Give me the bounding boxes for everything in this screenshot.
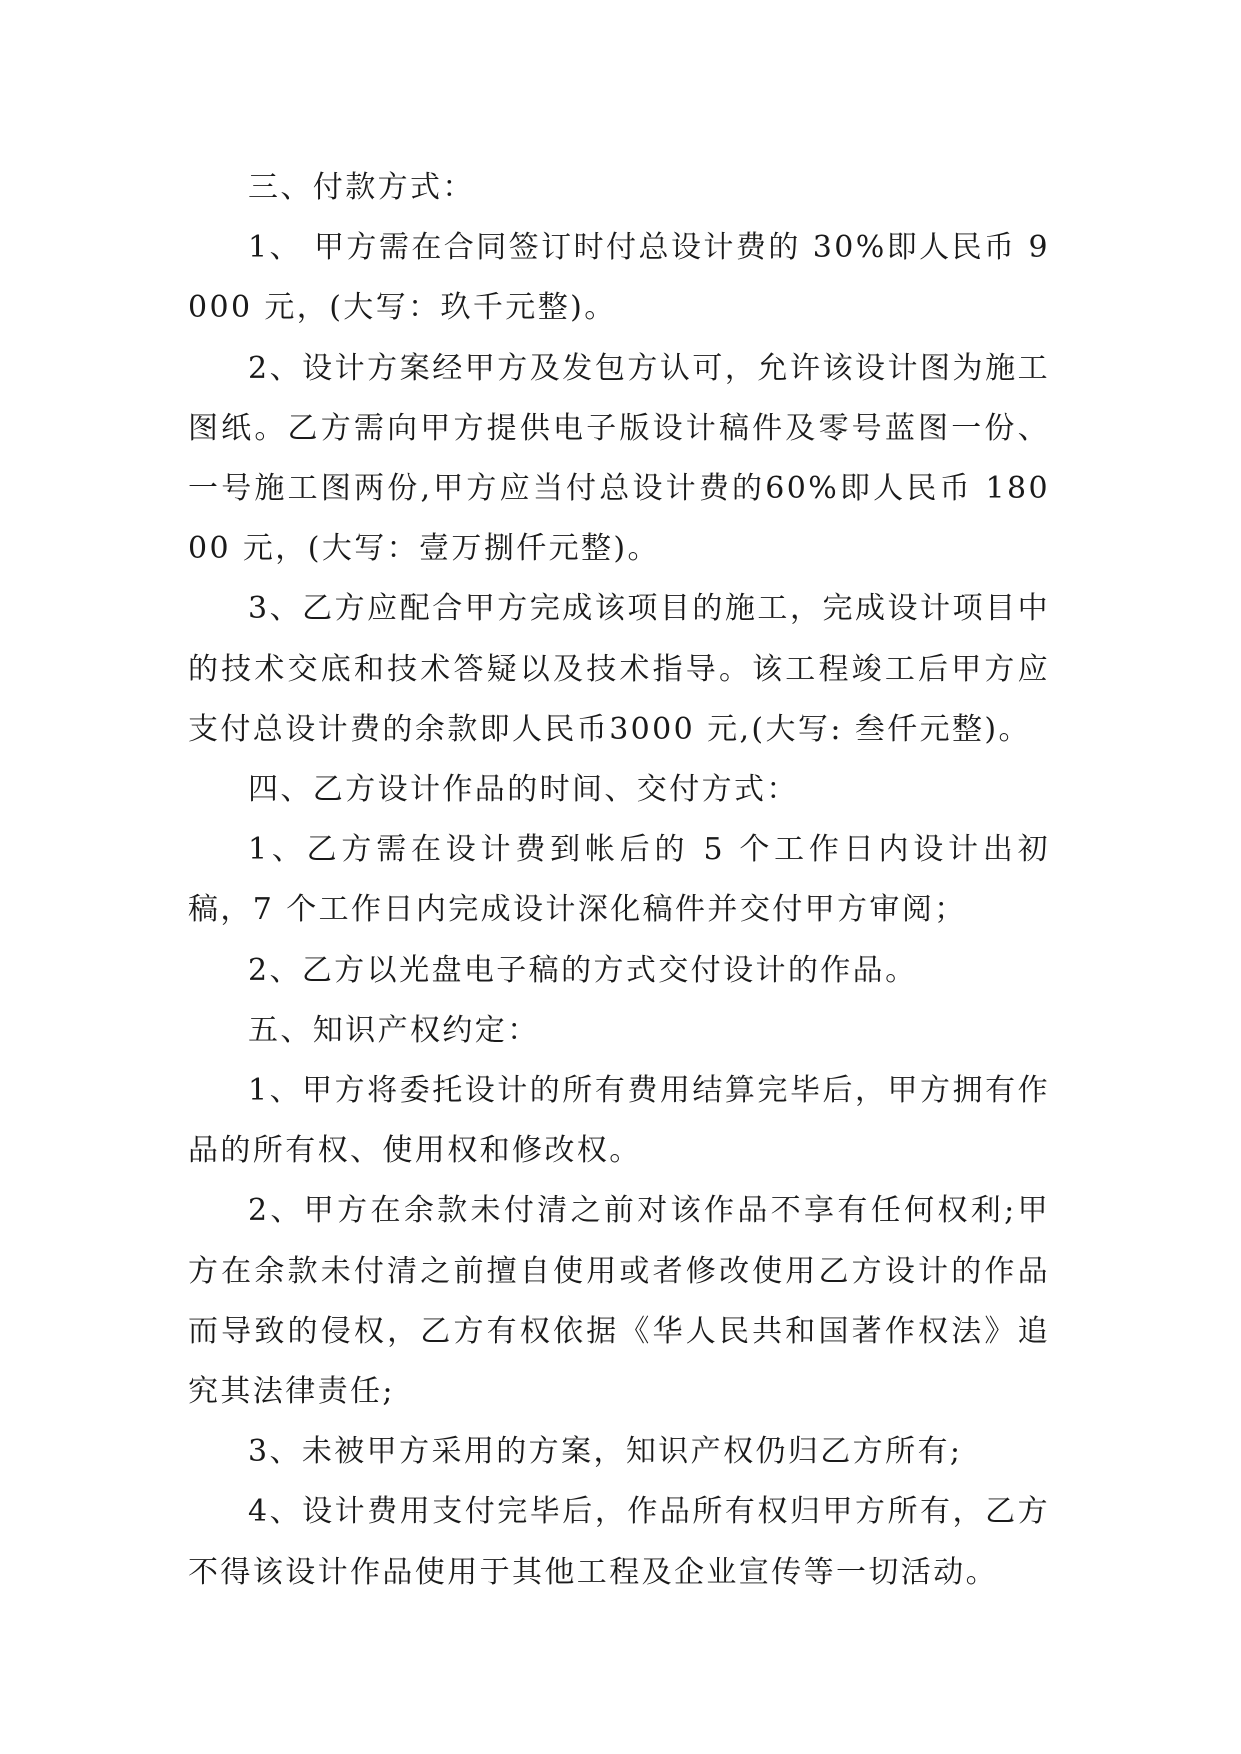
section-heading-delivery: 四、乙方设计作品的时间、交付方式： <box>248 772 799 808</box>
ip-clause-3: 3、未被甲方采用的方案，知识产权仍归乙方所有; <box>248 1434 963 1470</box>
delivery-clause-1: 1、乙方需在设计费到帐后的 5 个工作日内设计出初稿，7 个工作日内完成设计深化稿件并交付甲方审阅； <box>188 832 1050 928</box>
document-body <box>188 158 1050 1603</box>
section-heading-ip: 五、知识产权约定： <box>248 1012 540 1048</box>
ip-clause-2: 2、甲方在余款未付清之前对该作品不享有任何权利;甲方在余款未付清之前擅自使用或者修改使用乙方设计的作品而导致的侵权，乙方有权依据《华人民共和国著作权法》追究其法律责任; <box>188 1193 1050 1410</box>
ip-clause-1: 1、甲方将委托设计的所有费用结算完毕后，甲方拥有作品的所有权、使用权和修改权。 <box>188 1073 1050 1169</box>
delivery-clause-2: 2、乙方以光盘电子稿的方式交付设计的作品。 <box>248 952 918 988</box>
payment-clause-1: 1、 甲方需在合同签订时付总设计费的 30%即人民币 9000 元，(大写：玖千元整)。 <box>188 230 1050 326</box>
section-heading-payment: 三、付款方式： <box>248 170 475 205</box>
ip-clause-4: 4、设计费用支付完毕后，作品所有权归甲方所有，乙方不得该设计作品使用于其他工程及企业宣传等一切活动。 <box>188 1494 1050 1590</box>
payment-clause-2: 2、设计方案经甲方及发包方认可，允许该设计图为施工图纸。乙方需向甲方提供电子版设计稿件及零号蓝图一份、一号施工图两份,甲方应当付总设计费的60%即人民币 18000 元，(大写：壹万捌仟元整)。 <box>188 350 1050 567</box>
payment-clause-3: 3、乙方应配合甲方完成该项目的施工，完成设计项目中的技术交底和技术答疑以及技术指导。该工程竣工后甲方应支付总设计费的余款即人民币3000 元,(大写: 叁仟元整)。 <box>188 591 1050 747</box>
